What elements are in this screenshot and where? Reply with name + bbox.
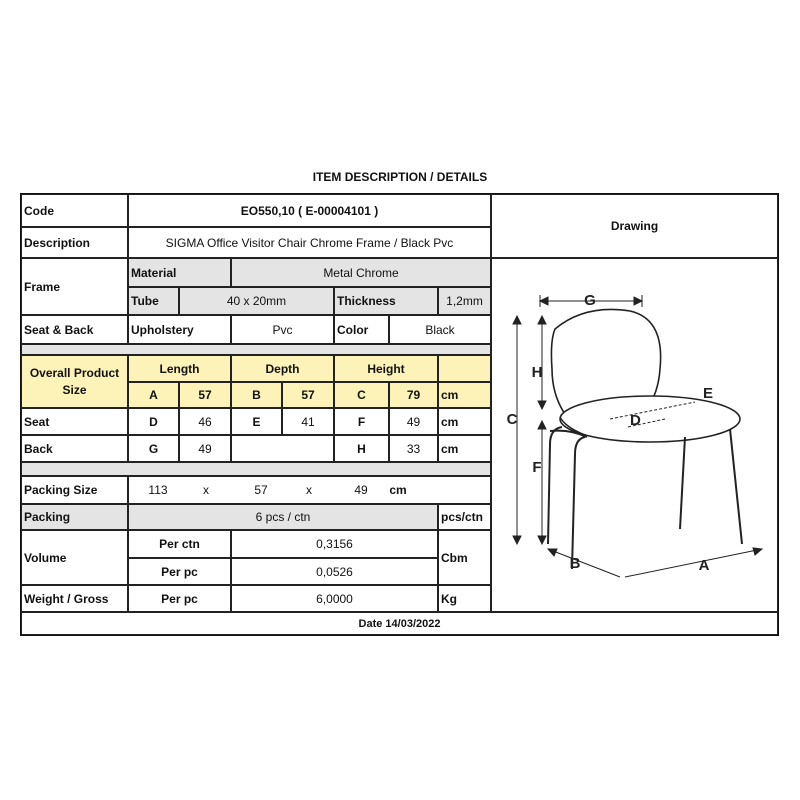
length-label: Length: [128, 355, 231, 382]
thickness-value: 1,2mm: [438, 287, 491, 315]
chair-leg: [548, 427, 562, 544]
separator: [21, 462, 491, 476]
dim-a-label: A: [128, 382, 179, 408]
letter-g: G: [584, 292, 596, 309]
dim-c-label: C: [334, 382, 389, 408]
upholstery-value: Pvc: [231, 315, 334, 344]
dim-f-label: F: [334, 408, 389, 435]
packing-size-label: Packing Size: [21, 476, 128, 504]
unit-header-blank: [438, 355, 491, 382]
packing-size-x: x: [203, 483, 209, 497]
overall-size-label: Overall Product Size: [21, 355, 128, 408]
back-unit: cm: [438, 435, 491, 462]
date-footer: Date 14/03/2022: [21, 612, 778, 635]
upholstery-label: Upholstery: [128, 315, 231, 344]
separator: [21, 344, 491, 355]
volume-per-pc-value: 0,0526: [231, 558, 438, 585]
seat-label: Seat: [21, 408, 128, 435]
dim-h-value: 33: [389, 435, 438, 462]
volume-label: Volume: [21, 530, 128, 585]
weight-unit: Kg: [438, 585, 491, 612]
weight-per-pc-label: Per pc: [128, 585, 231, 612]
material-label: Material: [128, 258, 231, 287]
packing-size-x: x: [306, 483, 312, 497]
overall-unit: cm: [438, 382, 491, 408]
dim-line-b: [548, 549, 620, 577]
letter-a: A: [698, 557, 710, 574]
dim-h-label: H: [334, 435, 389, 462]
page-title: ITEM DESCRIPTION / DETAILS: [312, 170, 488, 184]
volume-unit: Cbm: [438, 530, 491, 585]
description-value: SIGMA Office Visitor Chair Chrome Frame / Black Pvc: [128, 227, 491, 258]
dim-line-a: [625, 549, 762, 577]
packing-size-unit: cm: [389, 483, 407, 497]
dim-f-value: 49: [389, 408, 438, 435]
chair-leg: [680, 437, 685, 529]
dim-b-label: B: [231, 382, 282, 408]
letter-h: H: [531, 364, 543, 381]
dim-d-value: 46: [179, 408, 231, 435]
packing-size-length: 113: [148, 483, 168, 497]
dim-b-value: 57: [282, 382, 334, 408]
material-value: Metal Chrome: [231, 258, 491, 287]
color-label: Color: [334, 315, 389, 344]
letter-f: F: [532, 459, 542, 476]
description-label: Description: [21, 227, 128, 258]
back-label: Back: [21, 435, 128, 462]
dim-g-value: 49: [179, 435, 231, 462]
dim-e-label: E: [231, 408, 282, 435]
weight-label: Weight / Gross: [21, 585, 128, 612]
color-value: Black: [389, 315, 491, 344]
seat-back-label: Seat & Back: [21, 315, 128, 344]
packing-label: Packing: [21, 504, 128, 530]
height-label: Height: [334, 355, 438, 382]
letter-b: B: [569, 555, 581, 572]
depth-label: Depth: [231, 355, 334, 382]
chair-leg: [572, 437, 585, 569]
tube-value: 40 x 20mm: [179, 287, 334, 315]
packing-size-width: 57: [254, 483, 268, 497]
volume-per-pc-label: Per pc: [128, 558, 231, 585]
tube-label: Tube: [128, 287, 179, 315]
letter-d: D: [630, 412, 641, 429]
packing-size-height: 49: [354, 483, 368, 497]
seat-unit: cm: [438, 408, 491, 435]
code-value: EO550,10 ( E-00004101 ): [128, 194, 491, 227]
chair-seat: [560, 396, 740, 442]
dim-a-value: 57: [179, 382, 231, 408]
packing-value: 6 pcs / ctn: [128, 504, 438, 530]
letter-e: E: [703, 385, 714, 402]
frame-label: Frame: [21, 258, 128, 315]
code-label: Code: [21, 194, 128, 227]
letter-c: C: [506, 411, 518, 428]
dim-c-value: 79: [389, 382, 438, 408]
dim-e-value: 41: [282, 408, 334, 435]
dim-d-label: D: [128, 408, 179, 435]
chair-leg: [730, 429, 742, 544]
packing-unit: pcs/ctn: [438, 504, 491, 530]
back-blank: [231, 435, 334, 462]
volume-per-ctn-label: Per ctn: [128, 530, 231, 558]
dim-g-label: G: [128, 435, 179, 462]
weight-value: 6,0000: [231, 585, 438, 612]
drawing-label: Drawing: [491, 194, 778, 258]
thickness-label: Thickness: [334, 287, 438, 315]
volume-per-ctn-value: 0,3156: [231, 530, 438, 558]
chair-drawing: [490, 259, 779, 603]
